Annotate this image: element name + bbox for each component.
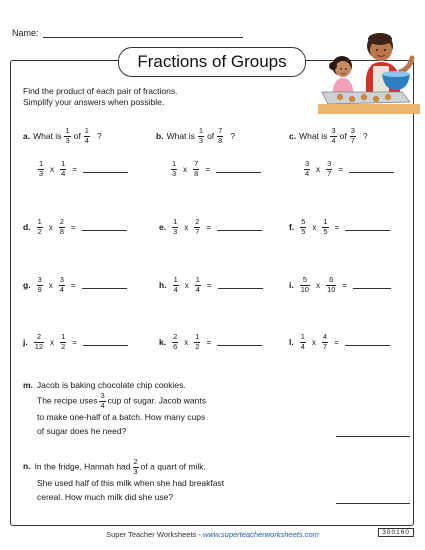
fraction: $\frac{1}{3}$ — [173, 217, 178, 236]
word-problem-m: m. Jacob is baking chocolate chip cookies. The recipe uses $\frac{3}{4}$ cup of sugar. Jacob wants to make one-half of a batch. How many cups of sugar does he need? — [23, 380, 206, 436]
instruction-line-2: Simplify your answers when possible. — [23, 97, 165, 107]
fraction: $\frac{3}{7}$ — [350, 126, 355, 145]
fraction: $\frac{1}{3}$ — [39, 159, 44, 178]
problem-k: k. $\frac{2}{6}$ x $\frac{1}{2}$ = — [159, 333, 262, 351]
fraction: $\frac{3}{7}$ — [327, 159, 332, 178]
footer-url[interactable]: www.superteacherworksheets.com — [202, 530, 319, 539]
answer-blank[interactable] — [83, 338, 128, 346]
fraction: $\frac{2}{3}$ — [133, 457, 138, 476]
fraction: $\frac{3}{4}$ — [305, 159, 310, 178]
answer-blank[interactable] — [349, 165, 394, 173]
fraction: $\frac{1}{5}$ — [323, 217, 328, 236]
problem-g: g. $\frac{3}{9}$ x $\frac{3}{4}$ = — [23, 276, 127, 294]
fraction: $\frac{1}{2}$ — [61, 332, 66, 351]
answer-blank[interactable] — [217, 223, 262, 231]
answer-blank[interactable] — [218, 281, 263, 289]
problem-b-equation: $\frac{1}{3}$ x $\frac{7}{8}$ = — [168, 160, 261, 178]
answer-blank[interactable] — [353, 281, 391, 289]
footer-brand: Super Teacher Worksheets — [106, 530, 197, 539]
answer-blank[interactable] — [82, 281, 127, 289]
problem-a-equation: $\frac{1}{3}$ x $\frac{1}{4}$ = — [35, 160, 128, 178]
fraction: $\frac{2}{6}$ — [173, 332, 178, 351]
fraction: $\frac{7}{8}$ — [218, 126, 223, 145]
fraction: $\frac{1}{4}$ — [300, 332, 305, 351]
kids-baking-illustration — [318, 28, 420, 114]
problem-i: i. $\frac{5}{10}$ x $\frac{6}{10}$ = — [289, 276, 391, 294]
answer-blank[interactable] — [83, 165, 128, 173]
footer: Super Teacher Worksheets - www.superteacherworksheets.com — [106, 530, 319, 539]
problem-e: e. $\frac{1}{3}$ x $\frac{2}{7}$ = — [159, 218, 262, 236]
fraction: $\frac{3}{4}$ — [331, 126, 336, 145]
fraction: $\frac{2}{8}$ — [59, 217, 64, 236]
problem-d: d. $\frac{1}{2}$ x $\frac{2}{8}$ = — [23, 218, 127, 236]
fraction: $\frac{6}{10}$ — [327, 275, 336, 294]
worksheet-code: 300160 — [378, 528, 414, 537]
fraction: $\frac{1}{2}$ — [195, 332, 200, 351]
fraction: $\frac{1}{4}$ — [61, 159, 66, 178]
answer-blank[interactable] — [216, 165, 261, 173]
problem-j: j. $\frac{2}{12}$ x $\frac{1}{2}$ = — [23, 333, 128, 351]
fraction: $\frac{4}{7}$ — [322, 332, 328, 351]
instructions — [23, 86, 178, 108]
problem-h: h. $\frac{1}{4}$ x $\frac{1}{4}$ = — [159, 276, 263, 294]
fraction: $\frac{3}{4}$ — [100, 391, 105, 410]
fraction: $\frac{1}{3}$ — [198, 126, 204, 145]
fraction: $\frac{5}{5}$ — [301, 217, 306, 236]
fraction: $\frac{7}{8}$ — [194, 159, 199, 178]
name-label: Name: — [12, 28, 39, 38]
answer-blank[interactable] — [82, 223, 127, 231]
answer-blank[interactable] — [345, 338, 390, 346]
fraction: $\frac{1}{3}$ — [65, 126, 70, 145]
fraction: $\frac{1}{4}$ — [173, 275, 178, 294]
answer-blank[interactable] — [345, 223, 390, 231]
problem-a-question: a. What is $\frac{1}{3}$ of $\frac{1}{4}$ ? — [23, 126, 102, 145]
answer-line-n[interactable] — [336, 503, 410, 504]
fraction: $\frac{2}{12}$ — [34, 332, 44, 351]
problem-c-equation: $\frac{3}{4}$ x $\frac{3}{7}$ = — [301, 160, 394, 178]
instruction-line-1: Find the product of each pair of fractions. — [23, 86, 178, 96]
name-input-line[interactable] — [43, 29, 243, 38]
fraction: $\frac{1}{3}$ — [172, 159, 177, 178]
fraction: $\frac{1}{4}$ — [195, 275, 200, 294]
fraction: $\frac{3}{9}$ — [37, 275, 42, 294]
page-title: Fractions of Groups — [118, 47, 306, 77]
fraction: $\frac{1}{4}$ — [84, 126, 89, 145]
fraction: $\frac{5}{10}$ — [300, 275, 310, 294]
problem-c-question: c. What is $\frac{3}{4}$ of $\frac{3}{7}$ ? — [289, 126, 368, 145]
fraction: $\frac{2}{7}$ — [195, 217, 200, 236]
answer-blank[interactable] — [217, 338, 262, 346]
fraction: $\frac{3}{4}$ — [59, 275, 64, 294]
answer-line-m[interactable] — [336, 436, 410, 437]
fraction: $\frac{1}{2}$ — [37, 217, 42, 236]
word-problem-n: n. In the fridge, Hannah had $\frac{2}{3}$ of a quart of milk. She used half of this milk when she had breakfast cereal. How much milk did she use? — [23, 457, 225, 502]
problem-l: l. $\frac{1}{4}$ x $\frac{4}{7}$ = — [289, 333, 390, 351]
problem-b-question: b. What is $\frac{1}{3}$ of $\frac{7}{8}$ ? — [156, 126, 236, 145]
problem-f: f. $\frac{5}{5}$ x $\frac{1}{5}$ = — [289, 218, 390, 236]
name-field-row — [12, 28, 243, 38]
